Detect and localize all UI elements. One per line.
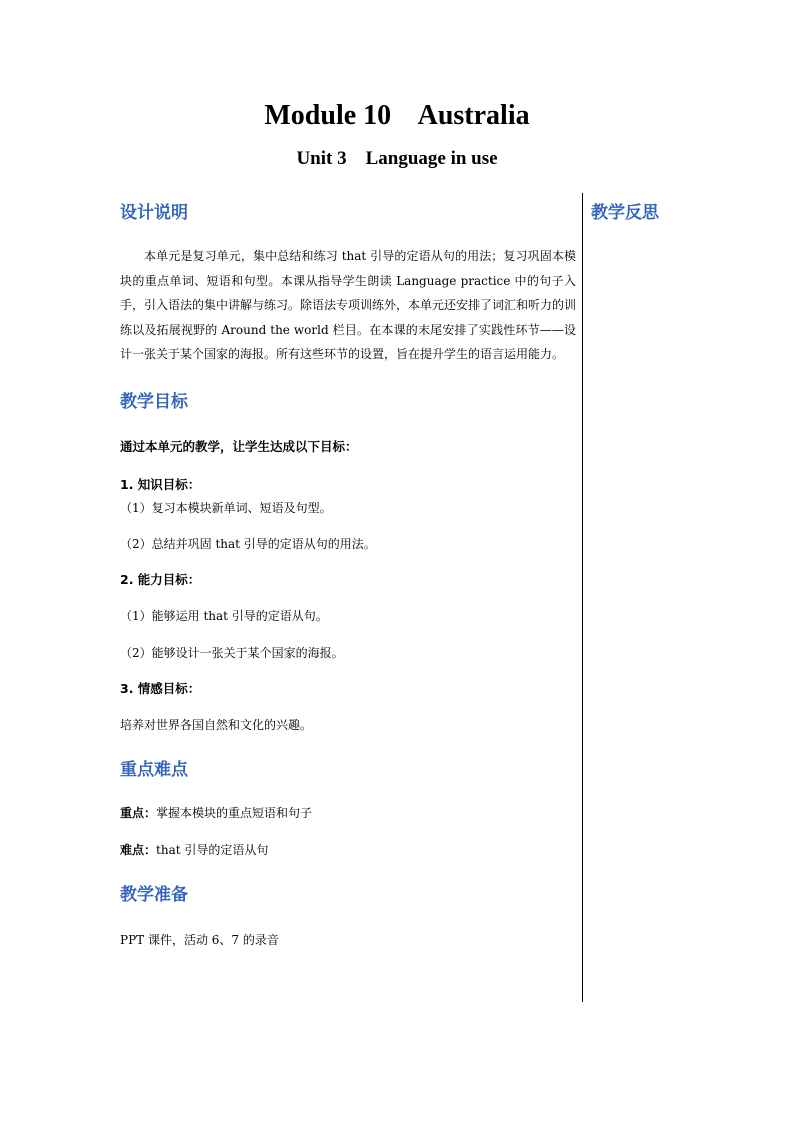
objectives-intro: 通过本单元的教学，让学生达成以下目标： (120, 438, 358, 454)
difficult-label: 难点： (120, 842, 157, 857)
difficult-point (120, 840, 576, 860)
reflection-column (591, 200, 701, 226)
preparation-text: PPT 课件，活动 6、7 的录音 (120, 932, 279, 947)
ability-item-2: （2）能够设计一张关于某个国家的海报。 (120, 645, 344, 660)
reflection-heading: 教学反思 (591, 203, 659, 223)
column-divider (582, 193, 583, 1002)
preparation-heading: 教学准备 (120, 884, 188, 905)
main-column (120, 200, 576, 950)
objectives-heading: 教学目标 (120, 391, 188, 412)
ability-title: 2. 能力目标： (120, 571, 201, 587)
emotion-text: 培养对世界各国自然和文化的兴趣。 (120, 717, 313, 732)
page-subtitle: Unit 3 Language in use (296, 148, 498, 169)
key-point (120, 803, 576, 823)
design-heading: 设计说明 (120, 203, 188, 223)
knowledge-title: 1. 知识目标： (120, 476, 201, 492)
knowledge-item-1: （1）复习本模块新单词、短语及句型。 (120, 500, 332, 515)
key-text: 掌握本模块的重点短语和句子 (156, 805, 313, 820)
emotion-title: 3. 情感目标： (120, 680, 201, 696)
design-paragraph: 本单元是复习单元，集中总结和练习 that 引导的定语从句的用法；复习巩固本模块的重点单词、短语和句型。本课从指导学生朗读 Language practice 中的句子入手，引入语法的集中讲解与练习。除语法专项训练外，本单元还安排了词汇和听力的训练以及拓展视野的 Around the world 栏目。在本课的末尾安排了实践性环节——设计一张关于某个国家的海报。所有这些环节的设置，旨在提升学生的语言运用能力。 (120, 249, 577, 361)
knowledge-item-2: （2）总结并巩固 that 引导的定语从句的用法。 (120, 536, 376, 551)
difficult-text: that 引导的定语从句 (156, 842, 269, 857)
ability-item-1: （1）能够运用 that 引导的定语从句。 (120, 608, 328, 623)
keypoints-heading: 重点难点 (120, 759, 188, 780)
page-title: Module 10 Australia (264, 100, 530, 131)
key-label: 重点： (120, 805, 157, 820)
